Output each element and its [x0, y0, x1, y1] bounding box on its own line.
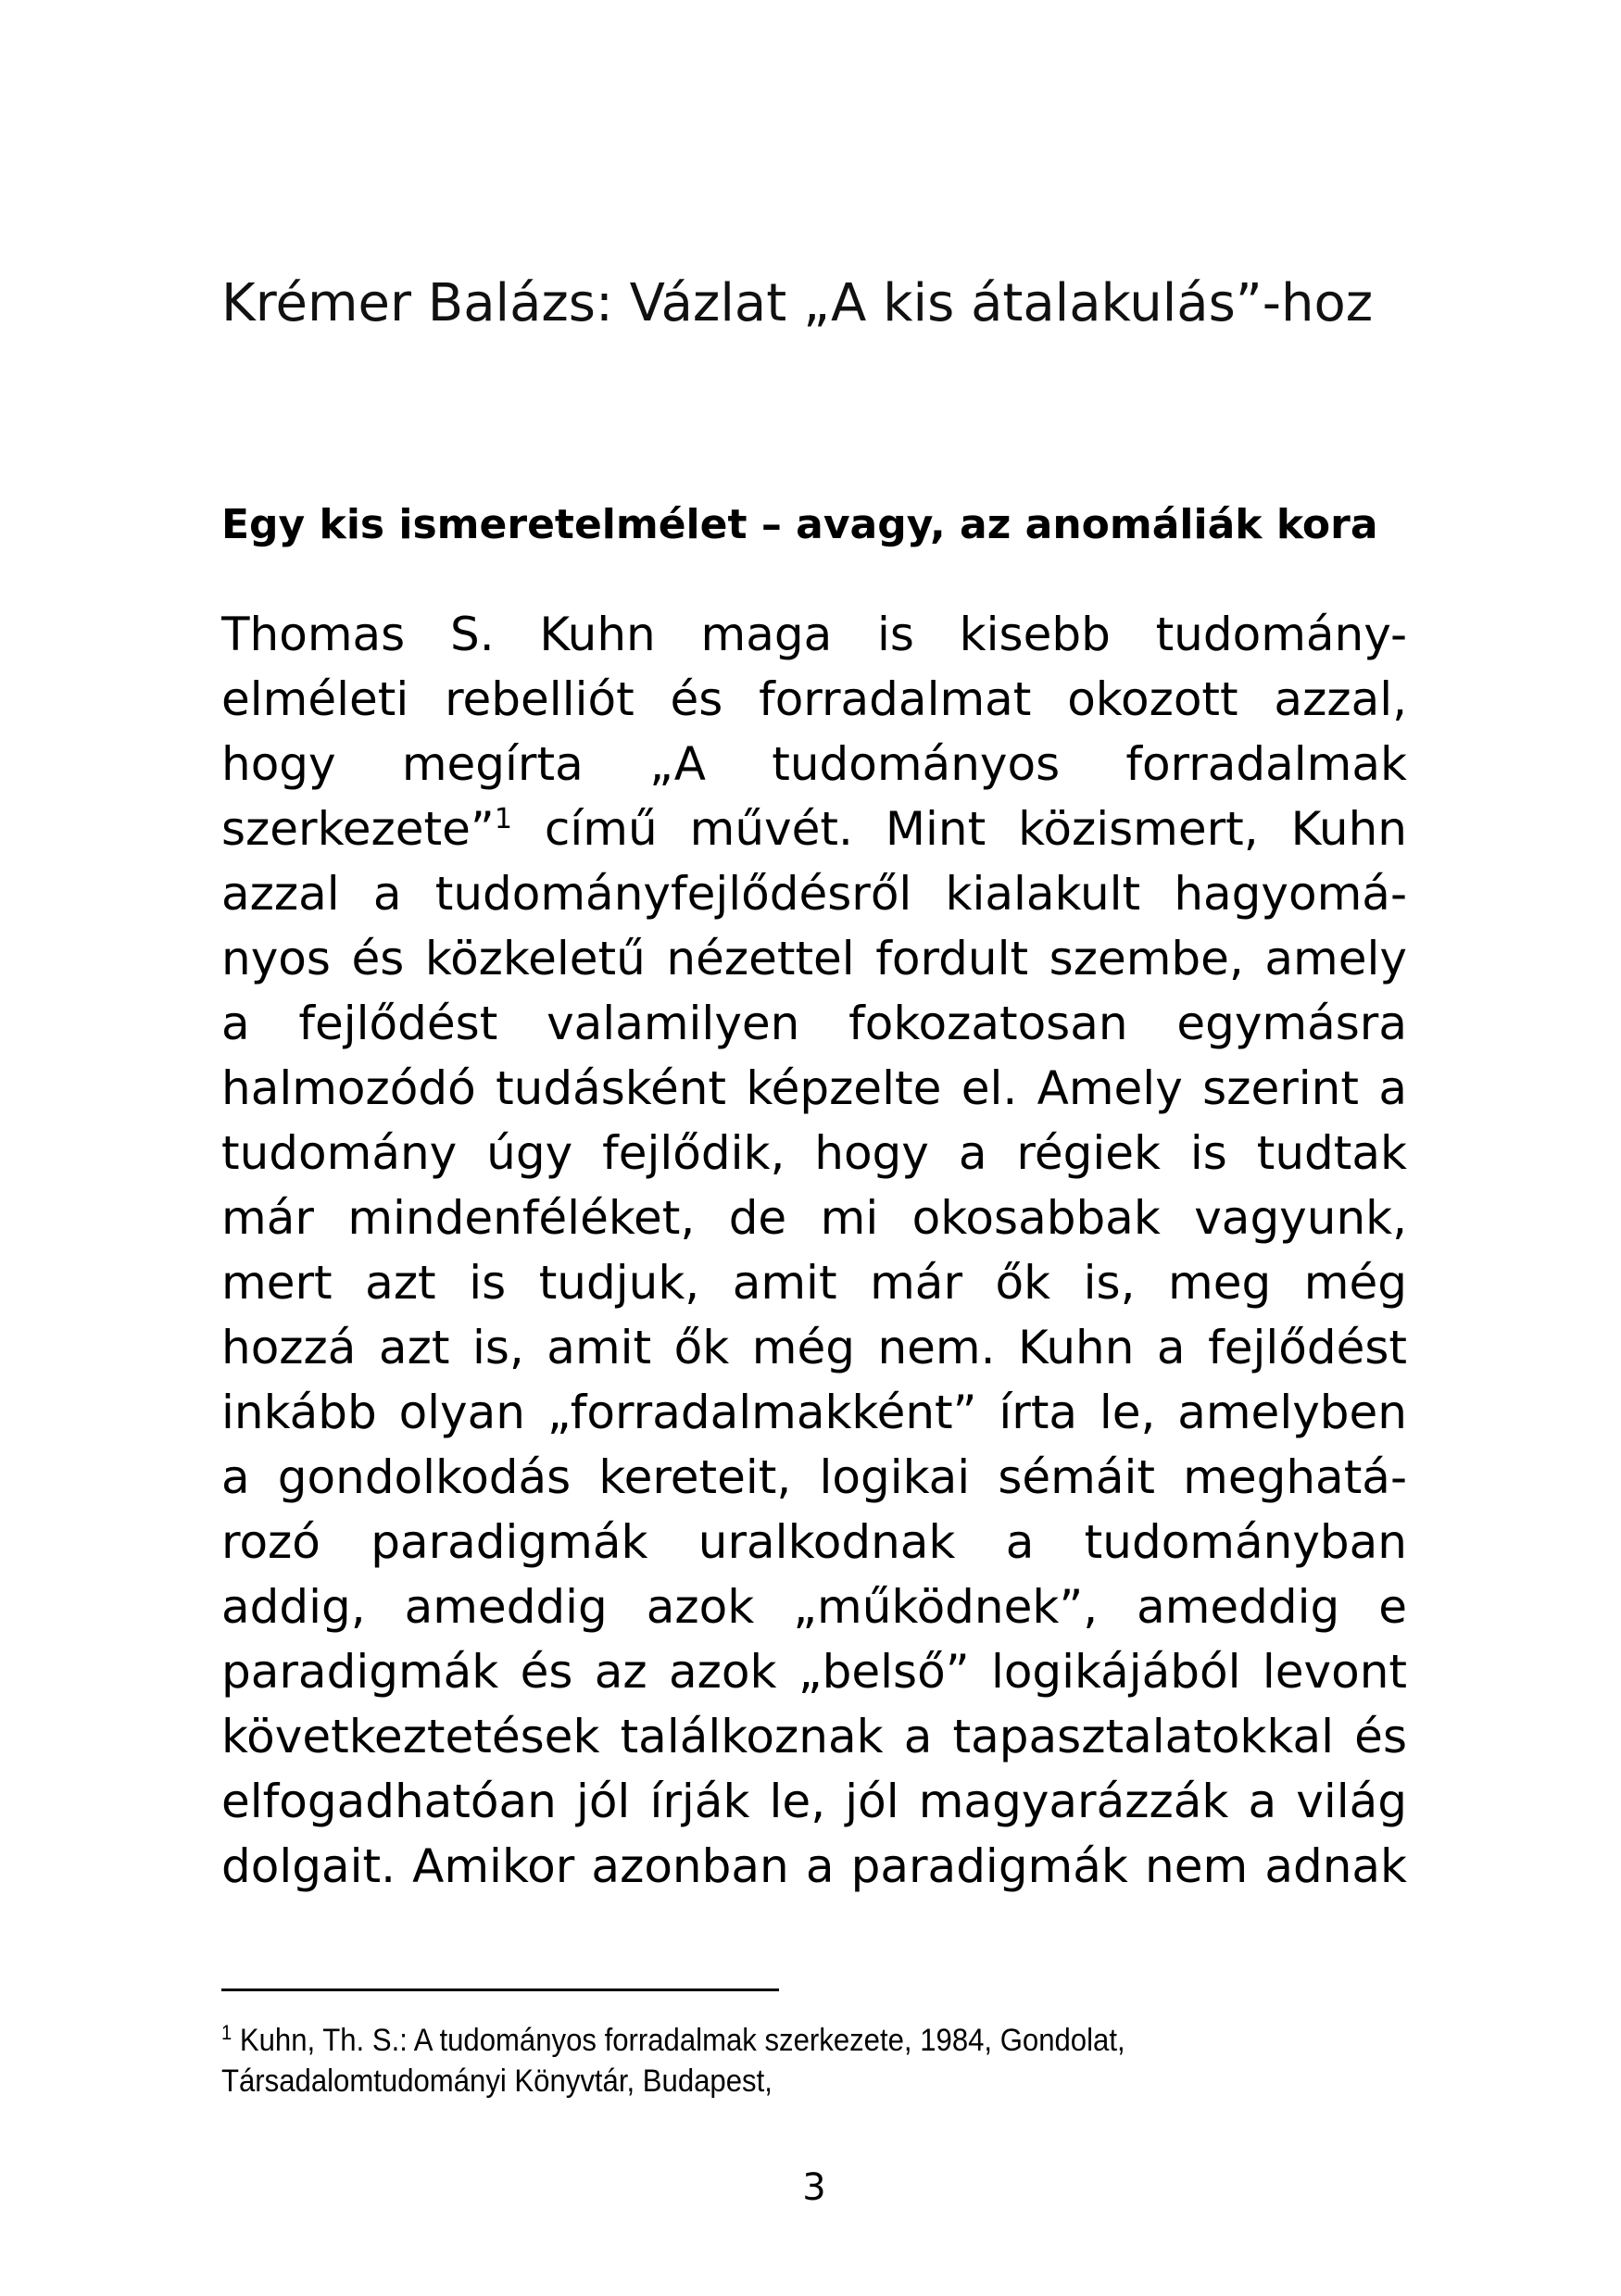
body-line-text: című művét. Mint közismert, Kuhn — [511, 802, 1407, 856]
body-line — [221, 797, 1407, 861]
footnote-line — [221, 2020, 1125, 2061]
body-line: azzal a tudományfejlődésről kialakult hagyomá- — [221, 867, 1407, 921]
body-line: tudomány úgy fejlődik, hogy a régiek is tudtak — [221, 1126, 1407, 1180]
page-number: 3 — [802, 2166, 826, 2209]
footnote-line: Társadalomtudományi Könyvtár, Budapest, — [221, 2064, 773, 2099]
body-line: inkább olyan „forradalmakként” írta le, amelyben — [221, 1386, 1407, 1439]
body-line: a gondolkodás kereteit, logikai sémáit meghatá- — [221, 1450, 1407, 1504]
footnote-text: Kuhn, Th. S.: A tudományos forradalmak szerkezete, 1984, Gondolat, — [239, 2023, 1125, 2058]
body-line: nyos és közkeletű nézettel fordult szembe, amely — [221, 932, 1407, 985]
footnote-marker: 1 — [221, 2021, 232, 2044]
body-line: addig, ameddig azok „működnek”, ameddig e — [221, 1580, 1407, 1634]
body-line: következtetések találkoznak a tapasztalatokkal és — [221, 1710, 1407, 1763]
body-line: paradigmák és az azok „belső” logikájából levont — [221, 1645, 1407, 1699]
body-line: a fejlődést valamilyen fokozatosan egymásra — [221, 997, 1407, 1050]
body-line: dolgait. Amikor azonban a paradigmák nem adnak — [221, 1839, 1407, 1893]
body-line: már mindenféléket, de mi okosabbak vagyunk, — [221, 1191, 1407, 1245]
section-heading: Egy kis ismeretelmélet – avagy, az anomáliák kora — [221, 501, 1378, 548]
body-line: halmozódó tudásként képzelte el. Amely szerint a — [221, 1061, 1407, 1115]
body-line: mert azt is tudjuk, amit már ők is, meg még — [221, 1256, 1407, 1310]
body-line: Thomas S. Kuhn maga is kisebb tudomány- — [221, 608, 1407, 661]
body-line-text: szerkezete” — [221, 802, 495, 856]
body-line: rozó paradigmák uralkodnak a tudományban — [221, 1515, 1407, 1569]
body-text — [221, 602, 1407, 1899]
body-line: elméleti rebelliót és forradalmat okozott azzal, — [221, 672, 1407, 726]
body-line: elfogadhatóan jól írják le, jól magyarázzák a világ — [221, 1775, 1407, 1828]
footnote-rule — [221, 1989, 779, 1991]
page-title: Krémer Balázs: Vázlat „A kis átalakulás”-hoz — [221, 273, 1374, 333]
body-line: hogy megírta „A tudományos forradalmak — [221, 737, 1407, 791]
body-line: hozzá azt is, amit ők még nem. Kuhn a fejlődést — [221, 1321, 1407, 1374]
footnote-ref: 1 — [494, 803, 512, 835]
